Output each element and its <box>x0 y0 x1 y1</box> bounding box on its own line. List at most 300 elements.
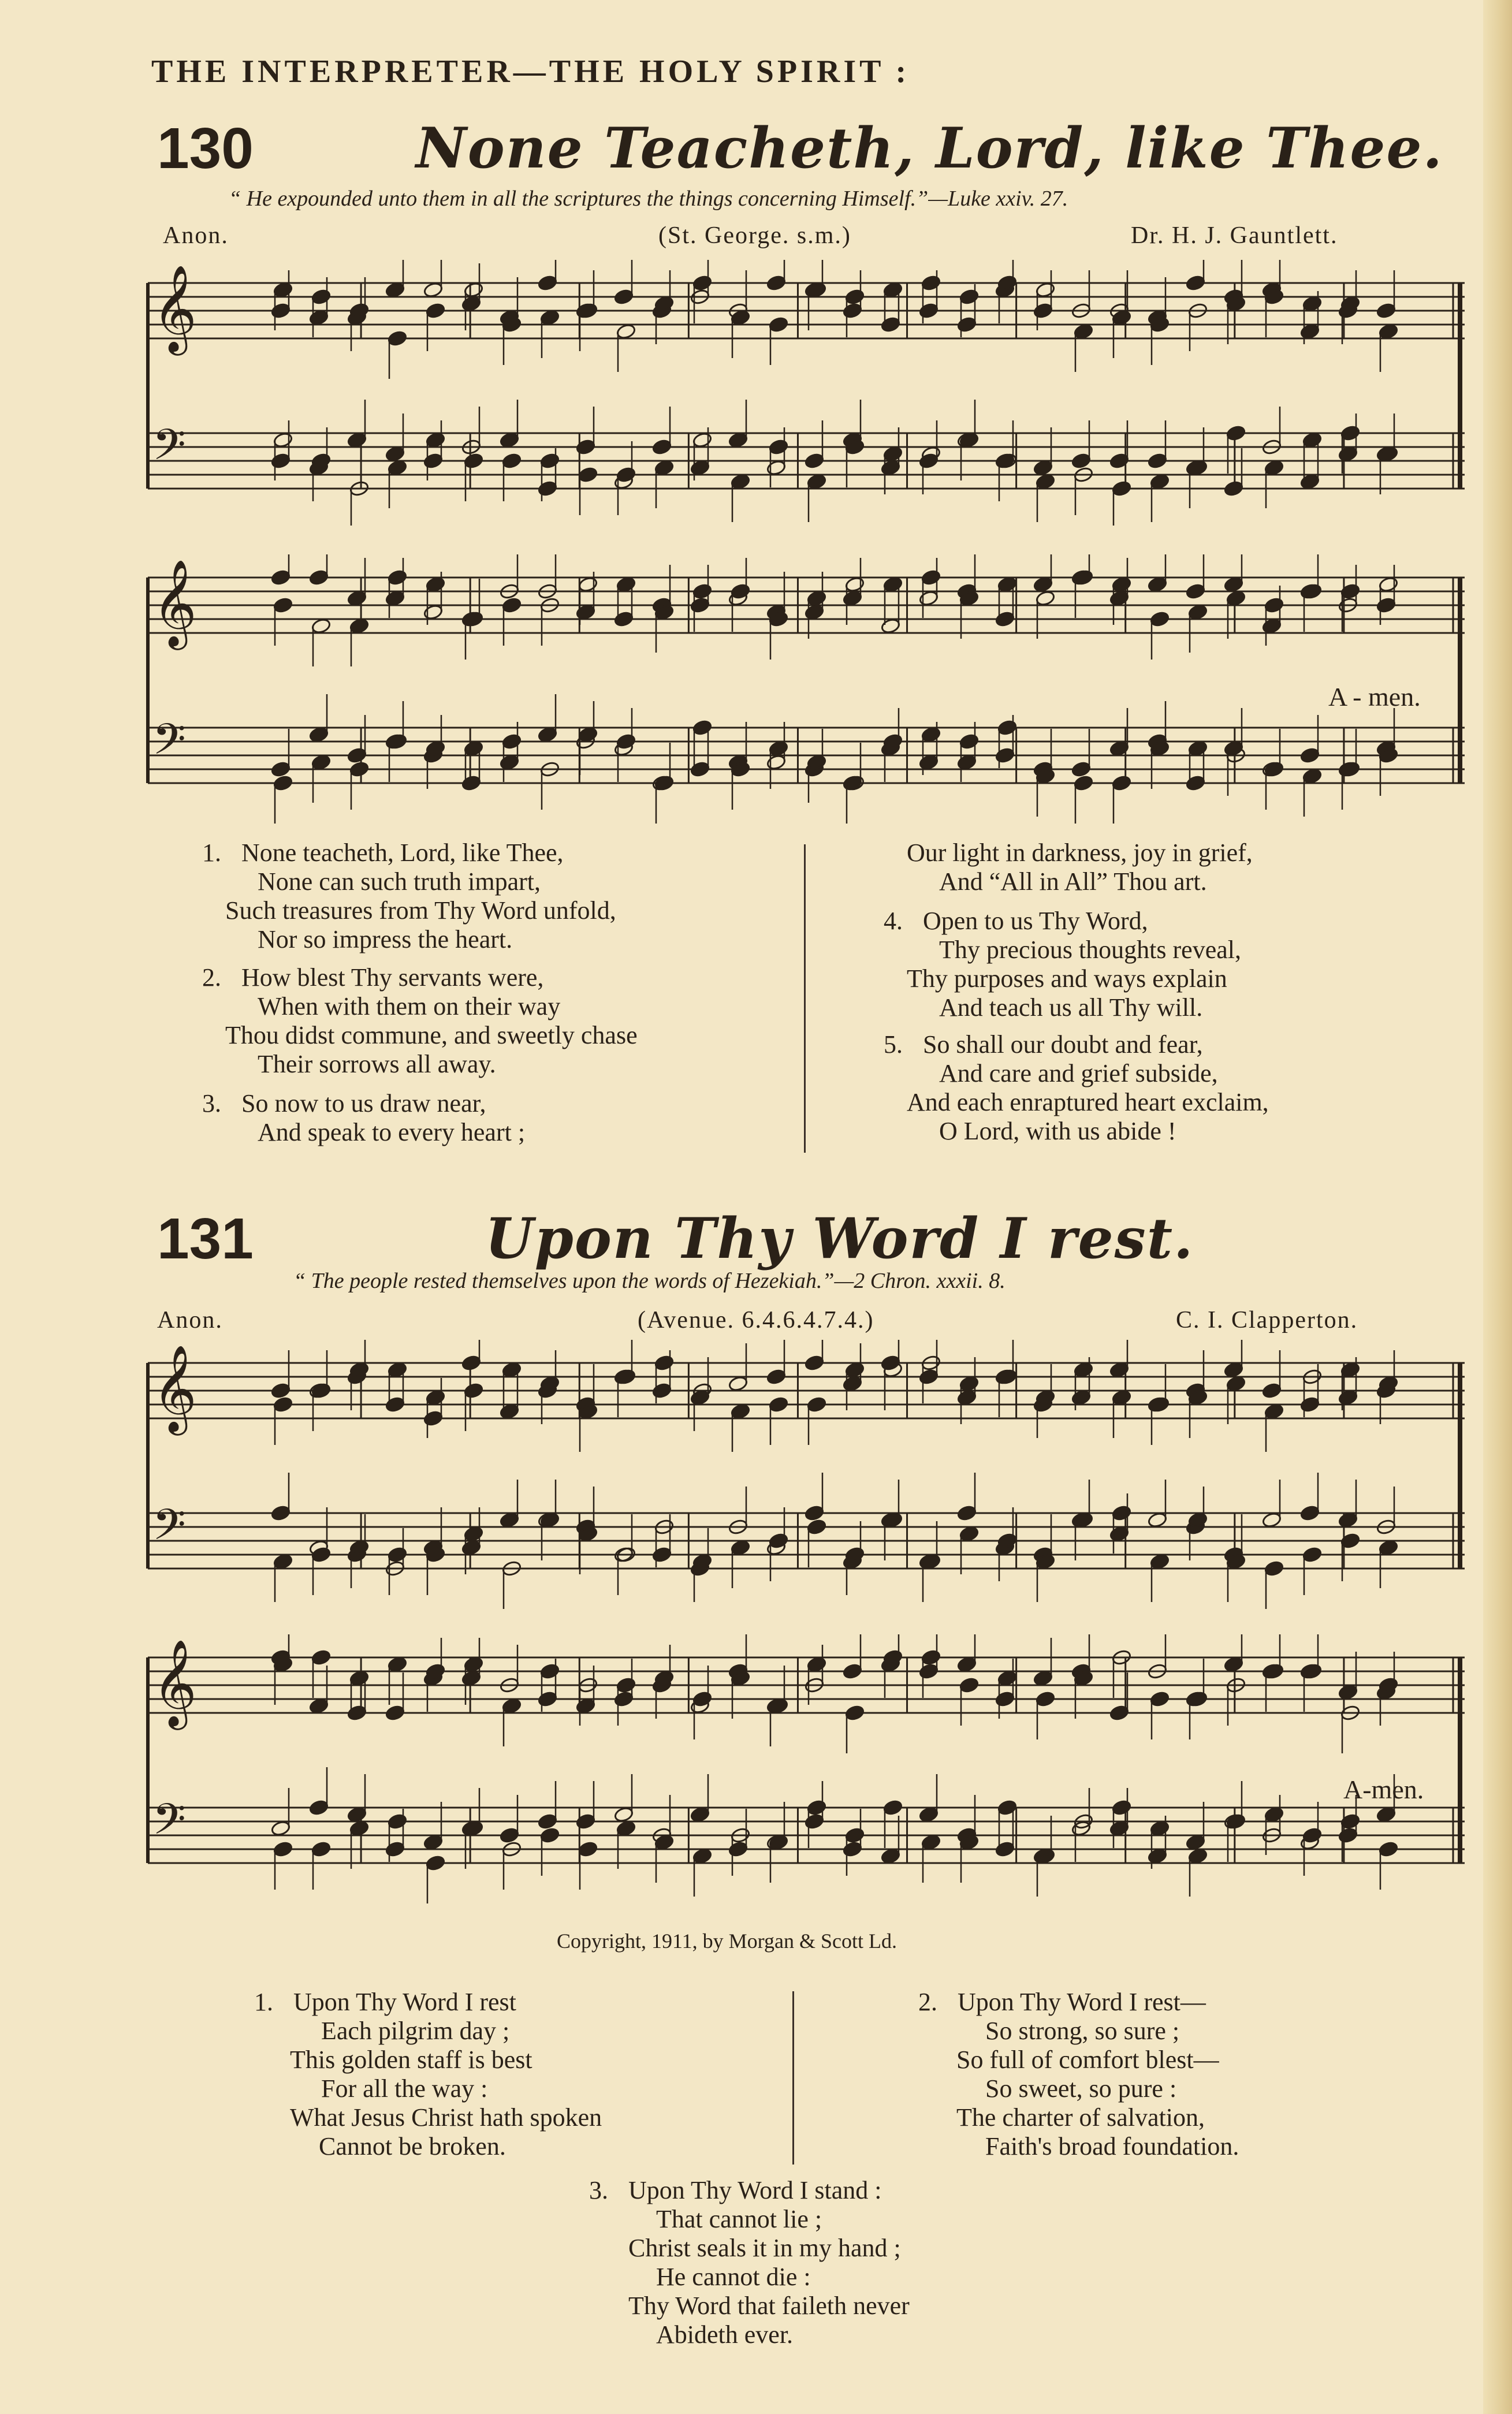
note-head <box>387 1546 407 1563</box>
verse <box>254 1988 602 2161</box>
note-head <box>501 1361 522 1378</box>
note-head <box>1261 1382 1282 1399</box>
note-head <box>1302 1546 1322 1563</box>
note-head <box>1187 740 1208 757</box>
note-head <box>1185 1834 1205 1850</box>
verse-line: So shall our doubt and fear, <box>923 1030 1203 1059</box>
note-head <box>728 1375 748 1392</box>
note-head <box>311 1841 331 1857</box>
note-head <box>1111 480 1131 497</box>
note-head <box>537 1690 557 1707</box>
note-head <box>842 1841 862 1857</box>
note-head <box>1302 768 1322 784</box>
note-head <box>651 1546 672 1563</box>
page-edge <box>1483 0 1512 2414</box>
verse-line: Thy purposes and ways explain <box>907 964 1227 993</box>
note-head <box>651 438 672 455</box>
note-head <box>959 1375 979 1392</box>
note-head <box>423 1410 443 1426</box>
music-score <box>131 260 1476 526</box>
verse-number: 4. <box>884 907 903 935</box>
note-head <box>844 288 865 305</box>
note-head <box>1299 323 1320 340</box>
note-head <box>385 1396 405 1413</box>
note-head <box>273 281 293 298</box>
note-head <box>347 747 367 763</box>
verse <box>884 839 1253 896</box>
note-head <box>387 1656 407 1672</box>
note-head <box>501 733 522 750</box>
verse-line: He cannot die : <box>656 2263 811 2291</box>
note-head <box>273 774 293 791</box>
note-head <box>882 281 903 298</box>
note-head <box>1035 590 1055 606</box>
note-head <box>956 1504 977 1521</box>
verse-line: Each pilgrim day ; <box>321 2017 510 2045</box>
verse-line: None teacheth, Lord, like Thee, <box>241 839 564 867</box>
note-head <box>1111 309 1131 326</box>
note-head <box>461 1354 481 1371</box>
note-head <box>997 1670 1017 1686</box>
note-head <box>1378 576 1398 593</box>
note-head <box>1378 1539 1398 1556</box>
note-head <box>270 452 291 469</box>
note-head <box>1223 740 1243 757</box>
verse-line: Thy Word that faileth never <box>628 2292 910 2320</box>
note-head <box>842 1375 862 1392</box>
verse <box>589 2176 910 2349</box>
note-head <box>425 1389 445 1406</box>
copyright-notice: Copyright, 1911, by Morgan & Scott Ld. <box>557 1929 897 1953</box>
note-head <box>880 1354 900 1371</box>
note-head <box>1264 1806 1284 1823</box>
note-head <box>918 1368 939 1385</box>
note-head <box>613 610 634 627</box>
note-head <box>1302 295 1322 312</box>
note-head <box>1073 1361 1093 1378</box>
note-head <box>273 597 293 613</box>
verse-line: Nor so impress the heart. <box>258 925 513 953</box>
note-head <box>768 1532 788 1549</box>
note-head <box>425 302 445 319</box>
note-head <box>1338 1683 1358 1700</box>
note-head <box>1035 473 1055 490</box>
note-head <box>461 774 481 791</box>
note-head <box>385 590 405 606</box>
verse-line: The charter of salvation, <box>956 2103 1205 2132</box>
note-head <box>270 761 291 777</box>
note-head <box>387 459 407 476</box>
note-head <box>387 1813 407 1830</box>
verse-line: Our light in darkness, joy in grief, <box>907 839 1253 867</box>
note-head <box>1109 1704 1129 1721</box>
note-head <box>1226 590 1246 606</box>
verse-line: When with them on their way <box>258 992 561 1020</box>
verse-number: 5. <box>884 1030 903 1059</box>
verse-line: So strong, so sure ; <box>985 2017 1180 2045</box>
note-head <box>1111 1389 1131 1406</box>
note-head <box>804 1354 824 1371</box>
note-head <box>692 431 712 448</box>
note-head <box>804 1813 824 1830</box>
note-head <box>1147 1847 1167 1864</box>
note-head <box>461 1539 481 1556</box>
treble-clef-icon: 𝄞 <box>152 558 197 646</box>
music-score <box>131 1634 1476 1923</box>
note-head <box>575 1813 595 1830</box>
note-head <box>385 281 405 298</box>
verse <box>202 1089 525 1147</box>
note-head <box>1109 740 1129 757</box>
note-head <box>918 1806 939 1823</box>
note-head <box>1149 610 1170 627</box>
note-head <box>1147 576 1167 593</box>
verse <box>202 963 638 1079</box>
note-head <box>959 288 979 305</box>
note-head <box>311 754 331 770</box>
hymn-epigraph: “ He expounded unto them in all the scriptures the things concerning Himself.”—Luke xxiv. 27. <box>229 187 1068 211</box>
note-head <box>842 590 862 606</box>
note-head <box>461 295 481 312</box>
note-head <box>499 1511 519 1528</box>
verse-line: And speak to every heart ; <box>258 1118 526 1146</box>
note-head <box>539 309 560 326</box>
note-head <box>844 1704 865 1721</box>
note-head <box>1223 1361 1243 1378</box>
note-head <box>425 576 445 593</box>
note-head <box>349 1820 369 1836</box>
note-head <box>921 1649 941 1666</box>
note-head <box>347 1806 367 1823</box>
note-head <box>1185 274 1205 291</box>
note-head <box>270 1820 291 1836</box>
note-head <box>1035 281 1055 298</box>
note-head <box>692 1847 712 1864</box>
note-head <box>1264 1403 1284 1420</box>
note-head <box>806 473 826 490</box>
note-head <box>651 1382 672 1399</box>
note-head <box>766 459 786 476</box>
note-head <box>921 1834 941 1850</box>
note-head <box>423 281 443 298</box>
verse-number: 2. <box>918 1988 937 2016</box>
note-head <box>1187 1847 1208 1864</box>
note-head <box>616 733 636 750</box>
hymn-title: None Teacheth, Lord, like Thee. <box>416 116 1443 181</box>
verse-line: None can such truth impart, <box>258 867 541 896</box>
note-head <box>613 1690 634 1707</box>
note-head <box>349 761 369 777</box>
note-head <box>918 590 939 606</box>
note-head <box>844 1827 865 1843</box>
note-head <box>730 583 750 599</box>
note-head <box>385 1841 405 1857</box>
note-head <box>1111 1504 1131 1521</box>
note-head <box>1033 302 1053 319</box>
note-head <box>1033 1670 1053 1686</box>
note-head <box>956 1656 977 1672</box>
note-head <box>387 569 407 586</box>
note-head <box>959 1525 979 1542</box>
note-head <box>728 1841 748 1857</box>
note-head <box>1264 459 1284 476</box>
note-head <box>423 452 443 469</box>
note-head <box>844 576 865 593</box>
verse-line: That cannot lie ; <box>656 2205 822 2233</box>
note-head <box>880 617 900 634</box>
note-head <box>1378 1841 1398 1857</box>
note-head <box>730 1539 750 1556</box>
hymn-epigraph: “ The people rested themselves upon the words of Hezekiah.”—2 Chron. xxxii. 8. <box>293 1269 1005 1293</box>
note-head <box>578 726 598 743</box>
note-head <box>690 761 710 777</box>
note-head <box>690 1806 710 1823</box>
note-head <box>463 740 483 757</box>
verse-number: 1. <box>202 839 221 867</box>
note-head <box>1261 1511 1282 1528</box>
note-head <box>921 569 941 586</box>
note-head <box>804 1504 824 1521</box>
note-head <box>347 1704 367 1721</box>
note-head <box>578 576 598 593</box>
treble-clef-icon: 𝄞 <box>152 1344 197 1432</box>
note-head <box>806 590 826 606</box>
note-head <box>766 274 786 291</box>
note-head <box>575 604 595 620</box>
note-head <box>616 466 636 483</box>
note-head <box>1109 452 1129 469</box>
note-head <box>537 274 557 291</box>
bass-clef-icon: 𝄢 <box>152 1794 186 1855</box>
note-head <box>308 569 329 586</box>
note-head <box>918 1663 939 1679</box>
note-head <box>1376 1806 1396 1823</box>
verse-line: Thy precious thoughts reveal, <box>939 936 1241 964</box>
note-head <box>1109 1361 1129 1378</box>
note-head <box>463 1525 483 1542</box>
note-head <box>956 1389 977 1406</box>
note-head <box>690 459 710 476</box>
note-head <box>347 431 367 448</box>
note-head <box>730 309 750 326</box>
note-head <box>921 726 941 743</box>
note-head <box>1109 1820 1129 1836</box>
note-head <box>1149 1820 1170 1836</box>
note-head <box>1264 597 1284 613</box>
note-head <box>730 473 750 490</box>
hymn-number: 130 <box>157 116 254 181</box>
note-head <box>766 754 786 770</box>
note-head <box>1338 445 1358 462</box>
note-head <box>921 274 941 291</box>
note-head <box>616 576 636 593</box>
note-head <box>270 1504 291 1521</box>
note-head <box>844 1361 865 1378</box>
hymn-author: Anon. <box>157 1307 223 1333</box>
verse-line: Faith's broad foundation. <box>985 2132 1239 2160</box>
note-head <box>311 1649 331 1666</box>
note-head <box>997 719 1017 736</box>
note-head <box>692 719 712 736</box>
verse <box>884 1030 1269 1146</box>
note-head <box>385 1704 405 1721</box>
note-head <box>959 733 979 750</box>
column-divider <box>792 1991 794 2165</box>
note-head <box>385 445 405 462</box>
note-head <box>311 1546 331 1563</box>
hymn-composer: Dr. H. J. Gauntlett. <box>1131 222 1338 249</box>
note-head <box>997 576 1017 593</box>
hymn-number: 131 <box>157 1206 254 1271</box>
note-head <box>1223 480 1243 497</box>
hymn-tune: (St. George. s.m.) <box>658 222 851 249</box>
bass-clef-icon: 𝄢 <box>152 420 186 480</box>
note-head <box>463 1382 483 1399</box>
note-head <box>425 431 445 448</box>
note-head <box>463 1656 483 1672</box>
note-head <box>1302 431 1322 448</box>
note-head <box>273 1841 293 1857</box>
note-head <box>1338 1389 1358 1406</box>
note-head <box>423 1834 443 1850</box>
note-head <box>804 604 824 620</box>
note-head <box>1185 774 1205 791</box>
note-head <box>1149 1553 1170 1570</box>
note-head <box>1223 576 1243 593</box>
note-head <box>501 452 522 469</box>
note-head <box>347 590 367 606</box>
note-head <box>692 1690 712 1707</box>
note-head <box>768 740 788 757</box>
note-head <box>539 452 560 469</box>
note-head <box>842 302 862 319</box>
note-head <box>1111 1799 1131 1816</box>
note-head <box>995 1690 1015 1707</box>
note-head <box>692 583 712 599</box>
verse-number: 2. <box>202 963 221 992</box>
verse-line: Upon Thy Word I rest— <box>958 1988 1206 2016</box>
note-head <box>1378 323 1398 340</box>
note-head <box>1338 1511 1358 1528</box>
note-head <box>1226 424 1246 441</box>
verse-line: Upon Thy Word I rest <box>293 1988 516 2016</box>
note-head <box>654 1834 674 1850</box>
note-head <box>1299 473 1320 490</box>
music-score <box>131 1340 1476 1611</box>
note-head <box>423 604 443 620</box>
note-head <box>499 1403 519 1420</box>
note-head <box>1264 1560 1284 1577</box>
amen-label: A - men. <box>1328 682 1421 711</box>
note-head <box>1261 617 1282 634</box>
verse-line: Upon Thy Word I stand : <box>628 2176 882 2204</box>
amen-label: A-men. <box>1343 1775 1424 1804</box>
treble-clef-icon: 𝄞 <box>152 264 197 352</box>
bass-clef-icon: 𝄢 <box>152 714 186 775</box>
verse-line: Their sorrows all away. <box>258 1050 496 1078</box>
treble-clef-icon: 𝄞 <box>152 1638 197 1726</box>
hymn-composer: C. I. Clapperton. <box>1176 1307 1358 1333</box>
note-head <box>461 1670 481 1686</box>
note-head <box>959 1677 979 1693</box>
note-head <box>273 1553 293 1570</box>
note-head <box>956 316 977 333</box>
note-head <box>768 316 788 333</box>
note-head <box>1109 1525 1129 1542</box>
verse-line: And teach us all Thy will. <box>939 993 1203 1022</box>
note-head <box>918 754 939 770</box>
note-head <box>308 1799 329 1816</box>
note-head <box>1073 323 1093 340</box>
note-head <box>1223 1656 1243 1672</box>
note-head <box>349 1670 369 1686</box>
hymn-title: Upon Thy Word I rest. <box>485 1206 1194 1271</box>
note-head <box>308 1697 329 1714</box>
note-head <box>1299 1396 1320 1413</box>
note-head <box>463 281 483 298</box>
note-head <box>880 1847 900 1864</box>
note-head <box>578 1841 598 1857</box>
verse-line: O Lord, with us abide ! <box>939 1117 1176 1145</box>
note-head <box>463 452 483 469</box>
verse-line: How blest Thy servants were, <box>241 963 544 992</box>
note-head <box>499 754 519 770</box>
verse-line: And each enraptured heart exclaim, <box>907 1088 1269 1116</box>
hymn-author: Anon. <box>163 222 229 249</box>
note-head <box>768 1396 788 1413</box>
bass-clef-icon: 𝄢 <box>152 1500 186 1560</box>
note-head <box>654 1354 674 1371</box>
note-head <box>387 1361 407 1378</box>
note-head <box>806 1656 826 1672</box>
note-head <box>616 1677 636 1693</box>
note-head <box>880 459 900 476</box>
note-head <box>270 569 291 586</box>
note-head <box>806 1799 826 1816</box>
note-head <box>806 1518 826 1535</box>
note-head <box>425 1854 445 1871</box>
note-head <box>1033 459 1053 476</box>
note-head <box>1033 576 1053 593</box>
note-head <box>575 1697 595 1714</box>
note-head <box>1111 774 1131 791</box>
verse-number: 1. <box>254 1988 273 2016</box>
note-head <box>882 1799 903 1816</box>
note-head <box>1149 1690 1170 1707</box>
hymn-tune: (Avenue. 6.4.6.4.7.4.) <box>638 1307 874 1333</box>
note-head <box>1299 1504 1320 1521</box>
note-head <box>311 288 331 305</box>
verse-line: This golden staff is best <box>290 2046 532 2074</box>
note-head <box>918 302 939 319</box>
note-head <box>804 452 824 469</box>
note-head <box>387 330 407 347</box>
note-head <box>499 431 519 448</box>
column-divider <box>804 844 806 1153</box>
verse <box>918 1988 1239 2161</box>
note-head <box>539 1663 560 1679</box>
note-head <box>1109 590 1129 606</box>
note-head <box>308 309 329 326</box>
note-head <box>1147 452 1167 469</box>
note-head <box>616 323 636 340</box>
verse-line: Open to us Thy Word, <box>923 907 1148 935</box>
verse-line: So now to us draw near, <box>241 1089 486 1117</box>
note-head <box>1299 747 1320 763</box>
verse <box>884 907 1241 1022</box>
note-head <box>654 459 674 476</box>
note-head <box>270 302 291 319</box>
